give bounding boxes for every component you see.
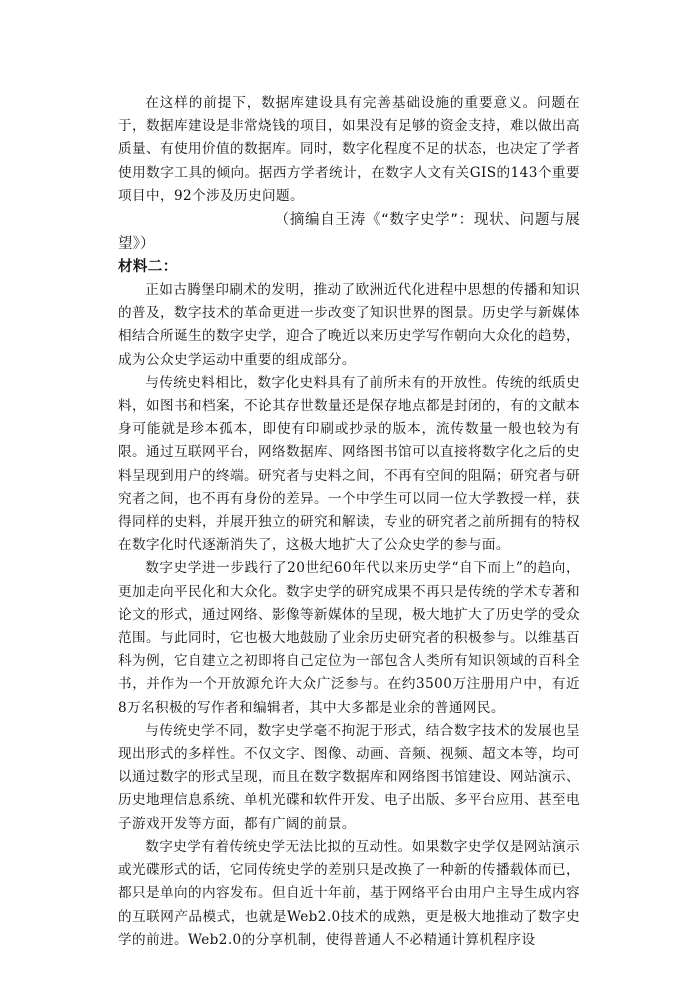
paragraph: 与传统史学不同，数字史学毫不拘泥于形式，结合数字技术的发展也呈现出形式的多样性。不仅文字、图像、动画、音频、视频、超文本等，均可以通过数字的形式呈现，而且在数字数据库和网络图书馆建设、网站演示、历史地理信息系统、单机光碟和软件开发、电子出版、多平台应用、甚至电子游戏开发等方面，都有广阔的前景。 xyxy=(118,722,580,832)
paragraph: 正如古腾堡印刷术的发明，推动了欧洲近代化进程中思想的传播和知识的普及，数字技术的革命更进一步改变了知识世界的图景。历史学与新媒体相结合所诞生的数字史学，迎合了晚近以来历史学写作朝向大众化的趋势，成为公众史学运动中重要的组成部分。 xyxy=(118,282,580,368)
section-heading: 材料二： xyxy=(118,259,178,276)
paragraph: 数字史学有着传统史学无法比拟的互动性。如果数字史学仅是网站演示或光碟形式的话，它同传统史学的差别只是改换了一种新的传播载体而已，都只是单向的内容发布。但自近十年前，基于网络平台由用户主导生成内容的互联网产品模式，也就是Web2.0技术的成熟，更是极大地推动了数字史学的前进。Web2.0的分享机制，使得普通人不必精通计算机程序设 xyxy=(118,838,580,948)
paragraph: 在这样的前提下，数据库建设具有完善基础设施的重要意义。问题在于，数据库建设是非常烧钱的项目，如果没有足够的资金支持，难以做出高质量、有使用价值的数据库。同时，数字化程度不足的状态，也决定了学者使用数字工具的倾向。据西方学者统计，在数字人文有关GIS的143个重要项目中，92个涉及历史问题。 xyxy=(118,95,580,204)
paragraph: 与传统史料相比，数字化史料具有了前所未有的开放性。传统的纸质史料，如图书和档案，不论其存世数量还是保存地点都是封闭的，有的文献本身可能就是珍本孤本，即使有印刷或抄录的版本，流传数量一般也较为有限。通过互联网平台，网络数据库、网络图书馆可以直接将数字化之后的史料呈现到用户的终端。研究者与史料之间，不再有空间的阻隔；研究者与研究者之间，也不再有身份的差异。一个中学生可以同一位大学教授一样，获得同样的史料，并展开独立的研究和解读，专业的研究者之前所拥有的特权在数字化时代逐渐消失了，这极大地扩大了公众史学的参与面。 xyxy=(118,374,580,554)
paragraph: 数字史学进一步践行了20世纪60年代以来历史学“自下而上”的趋向，更加走向平民化和大众化。数字史学的研究成果不再只是传统的学术专著和论文的形式，通过网络、影像等新媒体的呈现，极大地扩大了历史学的受众范围。与此同时，它也极大地鼓励了业余历史研究者的积极参与。以维基百科为例，它自建立之初即将自己定位为一部包含人类所有知识领域的百科全书，并作为一个开放源允许大众广泛参与。在约3500万注册用户中，有近8万名积极的写作者和编辑者，其中大多都是业余的普通网民。 xyxy=(118,560,580,716)
document-page xyxy=(118,92,580,952)
source-citation: （摘编自王涛《“数字史学”：现状、问题与展望》） xyxy=(118,212,580,253)
